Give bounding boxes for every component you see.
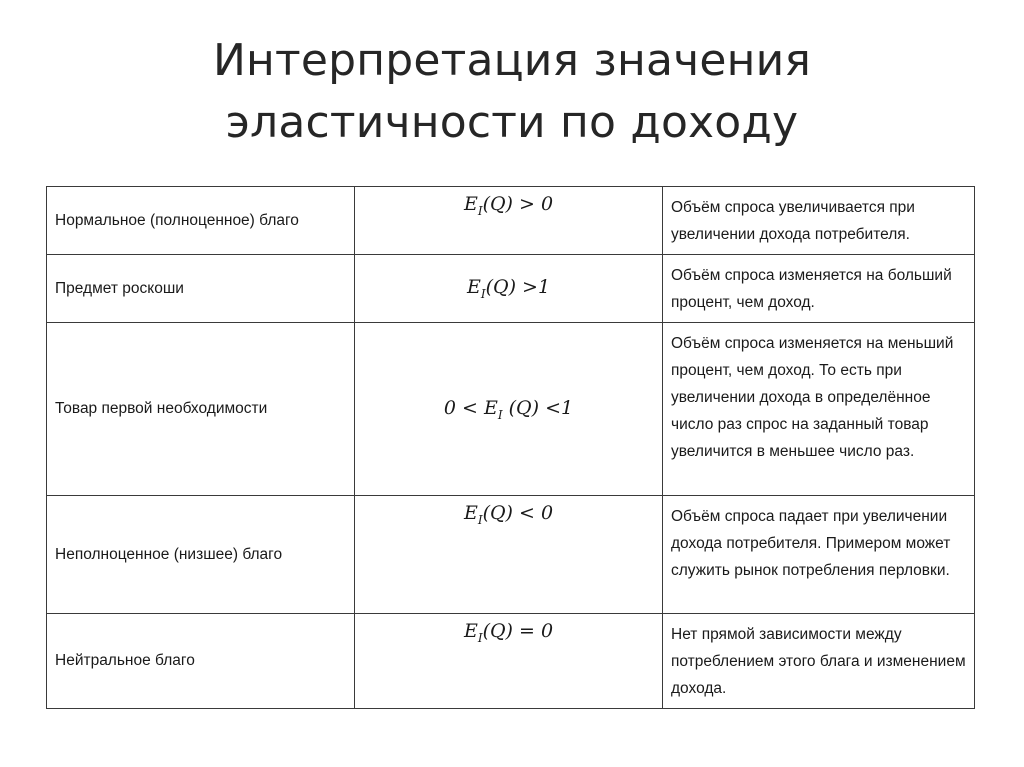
good-type-cell: Предмет роскоши: [47, 255, 355, 323]
page-title-line-2: эластичности по доходу: [225, 97, 799, 148]
elasticity-formula-cell: $0 < E_I$ (Q) <1: [355, 323, 663, 496]
description-cell: Объём спроса увеличивается при увеличении дохода потребителя.: [663, 187, 975, 255]
description-cell: Объём спроса падает при увеличении дохода потребителя. Примером может служить рынок потребления перловки.: [663, 496, 975, 614]
good-type-cell: Нейтральное благо: [47, 614, 355, 709]
elasticity-table: [46, 186, 975, 709]
table-row: [47, 255, 975, 323]
good-type-cell: Неполноценное (низшее) благо: [47, 496, 355, 614]
description-cell: Нет прямой зависимости между потреблением этого блага и изменением дохода.: [663, 614, 975, 709]
elasticity-formula-cell: $E_I(Q) < 0$: [355, 496, 663, 614]
page-title-line-1: Интерпретация значения: [212, 35, 812, 86]
elasticity-formula-cell: $E_I(Q) > 0$: [355, 187, 663, 255]
table-row: [47, 323, 975, 496]
page-title: [0, 30, 1024, 154]
elasticity-formula-cell: $E_I(Q) = 0$: [355, 614, 663, 709]
good-type-cell: Нормальное (полноценное) благо: [47, 187, 355, 255]
description-cell: Объём спроса изменяется на меньший процент, чем доход. То есть при увеличении дохода в определённое число раз спрос на заданный товар увеличится в меньшее число раз.: [663, 323, 975, 496]
table-row: [47, 496, 975, 614]
description-cell: Объём спроса изменяется на больший процент, чем доход.: [663, 255, 975, 323]
good-type-cell: Товар первой необходимости: [47, 323, 355, 496]
elasticity-formula-cell: $E_I(Q) >1$: [355, 255, 663, 323]
table-row: [47, 187, 975, 255]
table-row: [47, 614, 975, 709]
